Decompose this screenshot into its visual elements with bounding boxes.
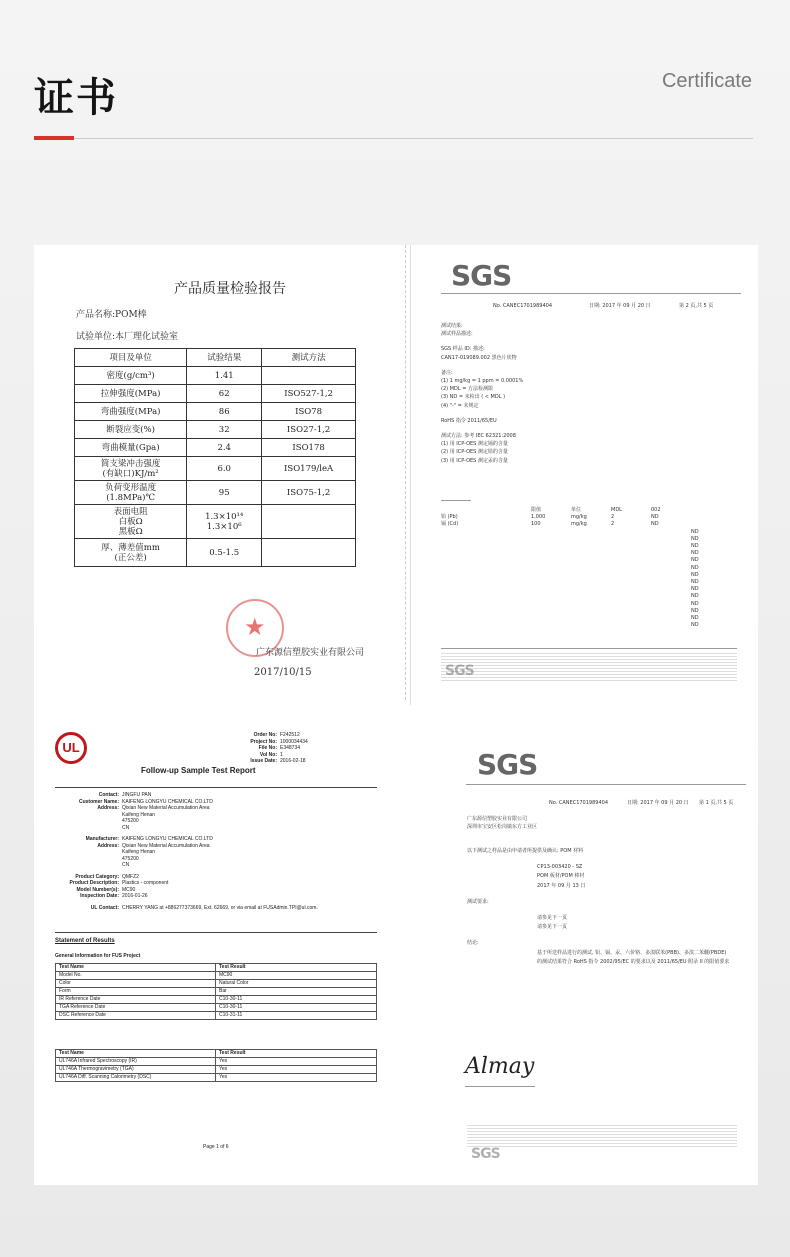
table-row <box>56 1058 377 1066</box>
table-cell: Yes <box>216 1074 377 1082</box>
report-title: 产品质量检验报告 <box>174 281 286 297</box>
order-info <box>213 732 308 765</box>
title-rule <box>55 787 377 788</box>
text-line: RoHS 指令 2011/65/EU <box>441 417 497 424</box>
sgs-logo: SGS <box>451 259 512 292</box>
text-line: SGS 样品 ID: 描述: <box>441 346 485 353</box>
table-cell: DSC Reference Date <box>56 1012 216 1020</box>
table-cell: ND <box>651 521 659 528</box>
table-cell: 2.4 <box>187 439 262 457</box>
table-row <box>441 543 741 550</box>
table-row <box>441 593 741 600</box>
table-cell: 密度(g/cm³) <box>75 367 187 385</box>
column-header: 测试方法 <box>262 349 356 367</box>
info-row <box>213 758 308 765</box>
info-label: Project No: <box>250 738 277 745</box>
header-divider <box>34 138 753 139</box>
table-row <box>441 622 741 629</box>
text-line: 测试样品描述: <box>441 331 473 338</box>
page-number: Page 1 of 6 <box>203 1144 229 1150</box>
sgs-watermark: SGS <box>445 663 474 679</box>
text-line: (4) "-" = 未规定 <box>441 402 479 409</box>
table-cell: 1.41 <box>187 367 262 385</box>
text-line: (1) 1 mg/kg = 1 ppm = 0.0001% <box>441 378 524 385</box>
quality-inspection-report <box>34 245 406 700</box>
text-line: 基于所送样品进行的测试, 铅、镉、汞、六价铬、多溴联苯(PBB)、多溴二苯醚(PBDE) <box>537 949 727 956</box>
result-cell: ND <box>691 557 699 564</box>
table-cell: TGA Reference Date <box>56 1004 216 1012</box>
table-cell: ISO27-1,2 <box>262 421 356 439</box>
text-line: 测试要求: <box>467 898 489 905</box>
test-results-text <box>441 323 741 466</box>
info-label: Address: <box>97 842 119 849</box>
result-cell: ND <box>691 550 699 557</box>
table-row <box>441 521 741 528</box>
table-cell: UL746A Thermogravimetry (TGA) <box>56 1066 216 1074</box>
report-body-text <box>467 848 747 968</box>
info-value: CN <box>122 862 130 868</box>
table-cell: 86 <box>187 403 262 421</box>
page-title: 证书 <box>34 75 118 121</box>
table-row <box>56 988 377 996</box>
table-row <box>56 1012 377 1020</box>
table-cell: 拉伸强度(MPa) <box>75 385 187 403</box>
footer-fineprint <box>467 1123 737 1149</box>
column-header: 项目及单位 <box>75 349 187 367</box>
table-cell: ISO78 <box>262 403 356 421</box>
table-cell: mg/kg <box>571 521 587 528</box>
footer-rule <box>441 648 737 649</box>
table-row <box>75 421 356 439</box>
table-row <box>56 996 377 1004</box>
table-cell: 弯曲强度(MPa) <box>75 403 187 421</box>
info-value: Kaifeng Henan <box>122 811 156 818</box>
info-value: E348734 <box>280 745 301 751</box>
report-number: No. CANEC1701989404 <box>493 303 553 309</box>
table-cell: 95 <box>187 481 262 505</box>
info-value: MC90 <box>122 886 136 893</box>
table-cell: 简支梁冲击强度 (有缺口)KJ/m² <box>75 457 187 481</box>
text-line: 请参见下一页 <box>537 924 568 931</box>
test-unit: 试验单位:本厂理化试验室 <box>76 332 179 342</box>
info-value: QMFZ2 <box>122 873 139 880</box>
info-label: Customer Name: <box>78 798 119 805</box>
text-line: 以下测试之样品是由申请者所提供及确认: POM 材料 <box>467 848 584 854</box>
info-value: 475200 <box>122 818 139 824</box>
table-cell: 弯曲模量(Gpa) <box>75 439 187 457</box>
table-cell: MC90 <box>216 972 377 980</box>
table-row <box>441 608 741 615</box>
column-header: 限值 <box>531 507 542 513</box>
contact-info <box>55 792 318 911</box>
result-cell: ND <box>691 571 699 578</box>
info-value: 2016-01-26 <box>122 893 148 899</box>
info-label: Inspection Date: <box>80 893 119 899</box>
table-header-row <box>56 964 377 972</box>
table-cell: ISO527-1,2 <box>262 385 356 403</box>
table-cell: C10-30-11 <box>216 996 377 1004</box>
general-info-table <box>55 963 377 1020</box>
table-row <box>441 557 741 564</box>
info-value: JINGFU PAN <box>122 792 152 798</box>
text-line: CAN17-019089.002 黑色片状物 <box>441 354 517 361</box>
text-line: (1) 用 ICP-OES 测定镉的含量 <box>441 441 508 448</box>
table-cell: ISO75-1,2 <box>262 481 356 505</box>
info-label: Contact: <box>98 792 119 798</box>
table-row <box>441 601 741 608</box>
info-value: Kaifeng Henan <box>122 849 156 855</box>
table-row <box>75 385 356 403</box>
result-cell: ND <box>691 593 699 600</box>
text-line: 结论: <box>467 940 479 947</box>
table-cell: 0.5-1.5 <box>187 539 262 567</box>
text-line: (2) MDL = 方法检测限 <box>441 386 493 393</box>
table-cell: Model No. <box>56 972 216 980</box>
text-line: 测试方法: 参考 IEC 62321:2008 <box>441 433 516 440</box>
table-cell: 62 <box>187 385 262 403</box>
info-label: Issue Date: <box>250 758 277 764</box>
client-address: 深圳市宝安区松岗镇东方工业区 <box>467 824 538 830</box>
table-row <box>441 529 741 536</box>
table-row <box>75 403 356 421</box>
page-number: 第 1 页,共 5 页 <box>699 800 734 806</box>
result-cell: ND <box>691 615 699 622</box>
info-value: F242512 <box>280 732 300 738</box>
info-value: 2016-02-18 <box>280 758 306 764</box>
table-cell: Form <box>56 988 216 996</box>
table-row <box>75 505 356 539</box>
logo-rule <box>441 293 741 294</box>
column-header: 002 <box>651 507 661 513</box>
info-row <box>55 905 318 912</box>
info-value: Qixian New Material Accumulation Area <box>122 842 210 849</box>
signer: 广东源信塑胶实业有限公司 <box>256 648 365 658</box>
table-row <box>441 550 741 557</box>
inspection-table <box>74 348 356 567</box>
info-value: KAIFENG LONGYU CHEMICAL CO.LTD <box>122 836 213 842</box>
info-label: Manufacturer: <box>85 836 119 842</box>
info-value: Plastics - component <box>122 880 169 886</box>
table-cell: 负荷变形温度 (1.8MPa)℃ <box>75 481 187 505</box>
rohs-table <box>441 507 741 629</box>
text-line: (3) ND = 未检出 ( < MDL ) <box>441 394 506 401</box>
info-value: 1 <box>280 751 283 758</box>
table-cell: C10-30-11 <box>216 1004 377 1012</box>
table-row <box>75 457 356 481</box>
product-name: 产品名称:POM棒 <box>76 310 147 320</box>
client-name: 广东源信塑胶实业有限公司 <box>467 816 528 822</box>
text-line: 备注: <box>441 369 453 376</box>
table-cell <box>262 539 356 567</box>
table-row <box>75 367 356 385</box>
table-cell: 表面电阻 白板Ω 黑板Ω <box>75 505 187 539</box>
table-cell: 6.0 <box>187 457 262 481</box>
result-cell: ND <box>691 600 699 607</box>
text-line: 测试结果: <box>441 323 463 329</box>
table-cell <box>262 367 356 385</box>
table-cell <box>262 505 356 539</box>
result-cell: ND <box>691 586 699 593</box>
result-cell: ND <box>691 622 699 629</box>
table-cell: IR Reference Date <box>56 996 216 1004</box>
sgs-watermark: SGS <box>471 1146 500 1162</box>
table-row <box>441 586 741 593</box>
table-row <box>56 972 377 980</box>
table-row <box>56 1066 377 1074</box>
text-line: 请参见下一页 <box>537 915 568 922</box>
table-row <box>441 615 741 622</box>
info-label: Address: <box>97 805 119 811</box>
statement-heading: Statement of Results <box>55 938 115 944</box>
table-cell: ISO179/leA <box>262 457 356 481</box>
signature-rule <box>465 1086 535 1087</box>
table-cell: C10-31-11 <box>216 1012 377 1020</box>
info-row <box>55 893 318 900</box>
table-cell: 断裂应变(%) <box>75 421 187 439</box>
table-cell: Natural Color <box>216 980 377 988</box>
sgs-logo: SGS <box>477 748 538 781</box>
report-number: No. CANEC1701989404 <box>549 800 609 806</box>
test-results-table <box>55 1049 377 1082</box>
column-header: Test Name <box>56 964 216 972</box>
info-value: Qixian New Material Accumulation Area <box>122 805 210 811</box>
table-row <box>75 439 356 457</box>
table-cell: 厚、薄差值mm (正公差) <box>75 539 187 567</box>
ul-follow-up-report <box>43 707 387 1183</box>
table-cell: 2 <box>611 521 615 528</box>
table-cell: Yes <box>216 1066 377 1074</box>
sgs-report-page-1 <box>441 718 758 1185</box>
column-header: 试验结果 <box>187 349 262 367</box>
table-cell: ND <box>651 514 659 521</box>
report-date: 日期: 2017 年 09 月 20 日 <box>589 303 651 309</box>
signature: Almay <box>465 1054 535 1079</box>
table-row <box>56 980 377 988</box>
table-cell: 100 <box>531 521 541 528</box>
info-value: KAIFENG LONGYU CHEMICAL CO.LTD <box>122 798 213 805</box>
table-cell: UL746A Diff. Scanning Calorimetry (DSC) <box>56 1074 216 1082</box>
ul-logo: UL <box>55 732 87 764</box>
table-cell: 1.3×10¹⁴ 1.3×10⁶ <box>187 505 262 539</box>
column-header: 单位 <box>571 507 582 513</box>
table-row <box>75 539 356 567</box>
table-cell: Color <box>56 980 216 988</box>
result-cell: ND <box>691 607 699 614</box>
table-cell: 2 <box>611 514 615 521</box>
result-cell: ND <box>691 528 699 535</box>
column-header: Test Name <box>56 1050 216 1058</box>
table-header-row <box>56 1050 377 1058</box>
table-row <box>441 572 741 579</box>
footer-fineprint <box>441 651 737 681</box>
header-accent-bar <box>34 136 74 140</box>
page-number: 第 2 页,共 5 页 <box>679 303 714 309</box>
info-label: Model Number(s): <box>76 886 119 893</box>
result-cell: ND <box>691 535 699 542</box>
text-line: (2) 用 ICP-OES 测定铅的含量 <box>441 449 508 456</box>
column-header: MDL <box>611 507 622 513</box>
table-cell: 32 <box>187 421 262 439</box>
text-line: POM 板材/POM 棒材 <box>537 873 585 880</box>
page-title-english: Certificate <box>661 70 752 92</box>
info-value: 475200 <box>122 855 139 862</box>
table-row <box>441 536 741 543</box>
table-row <box>441 565 741 572</box>
table-header-row <box>441 507 741 514</box>
contact-rule <box>55 932 377 933</box>
info-label: Vol No: <box>259 751 277 758</box>
column-header: Test Result <box>216 1050 377 1058</box>
column-header: Test Result <box>216 964 377 972</box>
sgs-report-page-2 <box>410 245 758 705</box>
table-cell: UL746A Infrared Spectroscopy (IR) <box>56 1058 216 1066</box>
text-line: (3) 用 ICP-OES 测定汞的含量 <box>441 457 508 464</box>
table-cell: 铅 (Pb) <box>441 514 458 521</box>
info-label: Product Description: <box>69 880 119 886</box>
table-row <box>441 579 741 586</box>
report-date: 2017/10/15 <box>254 667 312 678</box>
table-row <box>56 1074 377 1082</box>
info-value: 1000034434 <box>280 738 308 745</box>
info-label: Order No: <box>253 732 277 738</box>
info-value: CHERRY YANG at +886277373669, Ext. 62669, or via email at FUSAdmin.TPI@ul.com. <box>122 904 318 911</box>
report-date: 日期: 2017 年 09 月 20 日 <box>627 800 689 806</box>
table-row <box>441 514 741 521</box>
table-cell: ISO178 <box>262 439 356 457</box>
text-line: 2017 年 09 月 13 日 <box>537 882 586 889</box>
table-cell: 1,000 <box>531 514 546 521</box>
table-cell: Yes <box>216 1058 377 1066</box>
table-row <box>56 1004 377 1012</box>
table-header-row <box>75 349 356 367</box>
report-title: Follow-up Sample Test Report <box>141 766 256 775</box>
result-cell: ND <box>691 543 699 550</box>
result-cell: ND <box>691 564 699 571</box>
info-row <box>55 862 318 869</box>
table-cell: 镉 (Cd) <box>441 521 459 528</box>
table-rule <box>441 500 471 501</box>
table-cell: Bar <box>216 988 377 996</box>
text-line: CP13-003420 - SZ <box>537 864 583 871</box>
info-label: File No: <box>258 745 277 751</box>
text-line: 的测试结果符合 RoHS 指令 2002/95/EC 的要求以及 2011/65/EU 附录 II 的限值要求 <box>537 958 730 965</box>
result-cell: ND <box>691 579 699 586</box>
info-label: UL Contact: <box>90 904 119 911</box>
star-icon: ★ <box>244 613 266 641</box>
info-value: CN <box>122 824 130 831</box>
table-cell: mg/kg <box>571 514 587 521</box>
logo-rule <box>466 784 746 785</box>
table-row <box>75 481 356 505</box>
info-row <box>55 825 318 832</box>
general-info-heading: General Information for FUS Project <box>55 953 141 959</box>
info-label: Product Category: <box>75 873 119 880</box>
